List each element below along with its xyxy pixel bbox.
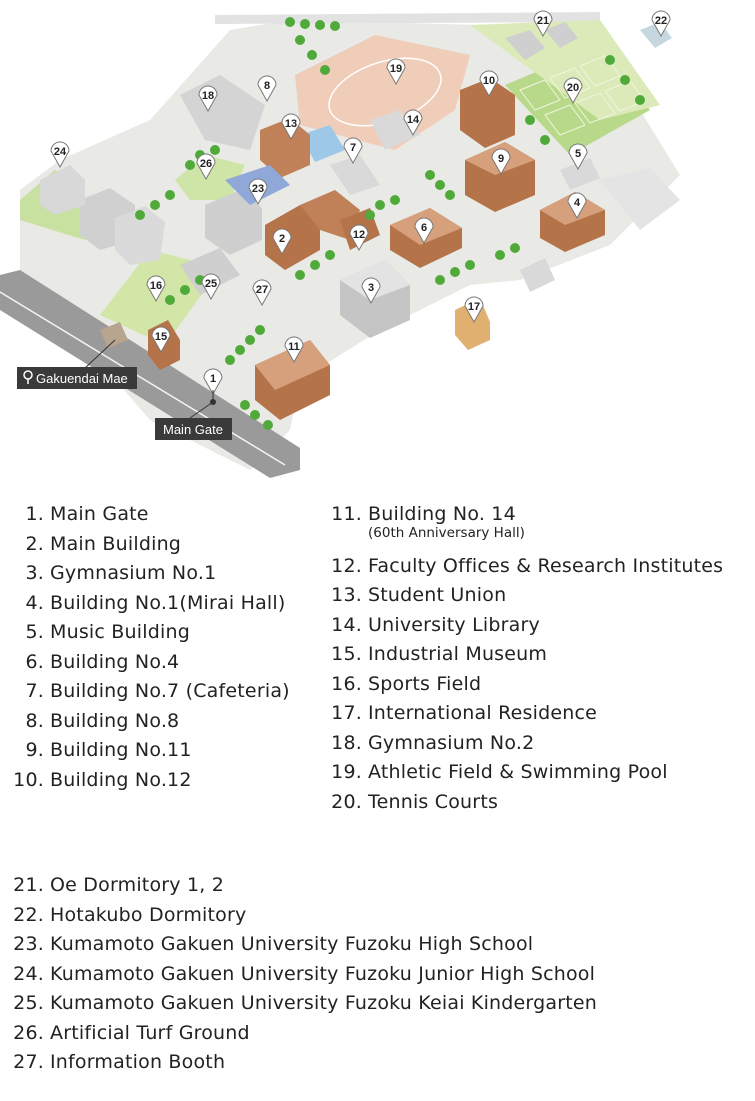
legend-item xyxy=(12,562,216,584)
legend-name: Building No.1(Mirai Hall) xyxy=(50,591,286,614)
legend-name: Building No.4 xyxy=(50,650,180,673)
legend-number: 13. xyxy=(331,584,362,606)
legend-number: 22. xyxy=(13,903,44,926)
legend-item xyxy=(326,702,597,724)
legend-name: Hotakubo Dormitory xyxy=(50,903,247,926)
legend-item xyxy=(10,963,595,985)
legend-item xyxy=(326,643,547,665)
legend-item xyxy=(326,503,516,525)
marker-number: 12 xyxy=(352,229,366,241)
legend-name: Gymnasium No.1 xyxy=(50,562,217,584)
marker-number: 13 xyxy=(284,118,298,130)
legend-name: Main Building xyxy=(50,532,182,555)
legend-item xyxy=(12,533,181,555)
legend-number: 15. xyxy=(331,643,362,665)
marker-number: 23 xyxy=(251,183,265,195)
legend-name: Tennis Courts xyxy=(368,790,499,813)
legend-item xyxy=(12,680,290,702)
legend-name: Student Union xyxy=(368,584,507,606)
marker-number: 18 xyxy=(201,90,215,102)
legend-number: 3. xyxy=(25,562,44,584)
marker-number: 21 xyxy=(536,15,550,27)
legend-number: 23. xyxy=(13,933,44,955)
legend-number: 16. xyxy=(331,672,362,695)
legend-number: 26. xyxy=(13,1021,44,1044)
marker-number: 5 xyxy=(574,148,582,160)
legend-item xyxy=(12,739,192,761)
legend-number: 20. xyxy=(331,790,362,813)
marker-number: 22 xyxy=(654,15,668,27)
legend-name: Kumamoto Gakuen University Fuzoku High School xyxy=(50,933,534,955)
legend-item xyxy=(326,673,481,695)
legend-number: 7. xyxy=(25,680,44,702)
legend-name: Building No.7 (Cafeteria) xyxy=(50,680,290,702)
marker-number: 20 xyxy=(566,82,580,94)
legend-name: Building No.8 xyxy=(50,709,180,732)
marker-number: 17 xyxy=(467,301,481,313)
legend-name: Main Gate xyxy=(50,503,149,525)
legend-item xyxy=(12,651,179,673)
legend-number: 2. xyxy=(25,532,44,555)
marker-number: 16 xyxy=(149,280,163,292)
legend-number: 17. xyxy=(331,702,362,724)
marker-number: 11 xyxy=(288,341,300,353)
legend-item xyxy=(326,555,723,577)
marker-number: 14 xyxy=(406,114,420,126)
campus-map xyxy=(0,0,755,480)
legend-item xyxy=(12,592,286,614)
legend-item xyxy=(12,621,190,643)
legend-number: 14. xyxy=(331,613,362,636)
marker-number: 27 xyxy=(255,284,269,296)
legend-item xyxy=(12,503,149,525)
legend-name: Faculty Offices & Research Institutes xyxy=(368,554,724,577)
marker-number: 9 xyxy=(497,153,505,165)
legend-number: 12. xyxy=(331,554,362,577)
legend-name: Athletic Field & Swimming Pool xyxy=(368,761,668,783)
legend-item xyxy=(326,732,534,754)
legend-number: 10. xyxy=(13,768,44,791)
legend-name: Building No.12 xyxy=(50,768,192,791)
legend-number: 1. xyxy=(25,503,44,525)
legend-name: Sports Field xyxy=(368,672,482,695)
legend-name: Artificial Turf Ground xyxy=(50,1021,250,1044)
legend-item xyxy=(326,584,506,606)
legend-number: 24. xyxy=(13,962,44,985)
legend-number: 9. xyxy=(25,739,44,761)
marker-number: 8 xyxy=(263,80,271,92)
legend-name: Information Booth xyxy=(50,1051,226,1073)
legend-item xyxy=(10,904,246,926)
legend-number: 4. xyxy=(25,591,44,614)
marker-number: 15 xyxy=(154,331,168,343)
legend-name: Building No.11 xyxy=(50,739,192,761)
legend-number: 19. xyxy=(331,761,362,783)
legend-number: 21. xyxy=(13,874,44,896)
marker-number: 24 xyxy=(53,146,67,158)
marker-number: 2 xyxy=(278,233,286,245)
legend-item xyxy=(326,614,540,636)
marker-number: 26 xyxy=(199,158,213,170)
marker-number: 19 xyxy=(389,63,403,75)
legend-item xyxy=(12,769,192,791)
station-name: Gakuendai Mae xyxy=(36,371,128,386)
marker-number: 6 xyxy=(420,222,428,234)
legend-item xyxy=(326,761,668,783)
marker-number: 1 xyxy=(209,373,217,385)
legend-name: International Residence xyxy=(368,702,598,724)
legend-name: Music Building xyxy=(50,621,190,643)
legend-item xyxy=(326,791,498,813)
marker-number: 25 xyxy=(204,278,218,290)
marker-number: 3 xyxy=(367,282,375,294)
legend-subtitle: (60th Anniversary Hall) xyxy=(368,525,525,541)
legend-number: 25. xyxy=(13,992,44,1014)
legend-number: 11. xyxy=(331,503,362,525)
legend-number: 6. xyxy=(25,650,44,673)
legend-number: 8. xyxy=(25,709,44,732)
legend-item xyxy=(10,933,533,955)
main-gate-text: Main Gate xyxy=(163,422,223,437)
legend-item xyxy=(10,1051,225,1073)
legend-name: University Library xyxy=(368,613,540,636)
legend-name: Industrial Museum xyxy=(368,643,548,665)
legend-number: 18. xyxy=(331,731,362,754)
legend-item xyxy=(10,874,224,896)
marker-number: 4 xyxy=(573,197,581,209)
legend-name: Gymnasium No.2 xyxy=(368,731,535,754)
legend-name: Kumamoto Gakuen University Fuzoku Keiai Kindergarten xyxy=(50,992,598,1014)
marker-number: 10 xyxy=(482,75,496,87)
legend-number: 27. xyxy=(13,1051,44,1073)
legend-item xyxy=(10,1022,250,1044)
legend-name: Kumamoto Gakuen University Fuzoku Junior High School xyxy=(50,962,596,985)
legend-name: Oe Dormitory 1, 2 xyxy=(50,874,225,896)
legend-number: 5. xyxy=(25,621,44,643)
legend-item xyxy=(12,710,179,732)
legend-item xyxy=(10,992,597,1014)
marker-number: 7 xyxy=(349,142,357,154)
legend-name: Building No. 14 xyxy=(368,503,516,525)
